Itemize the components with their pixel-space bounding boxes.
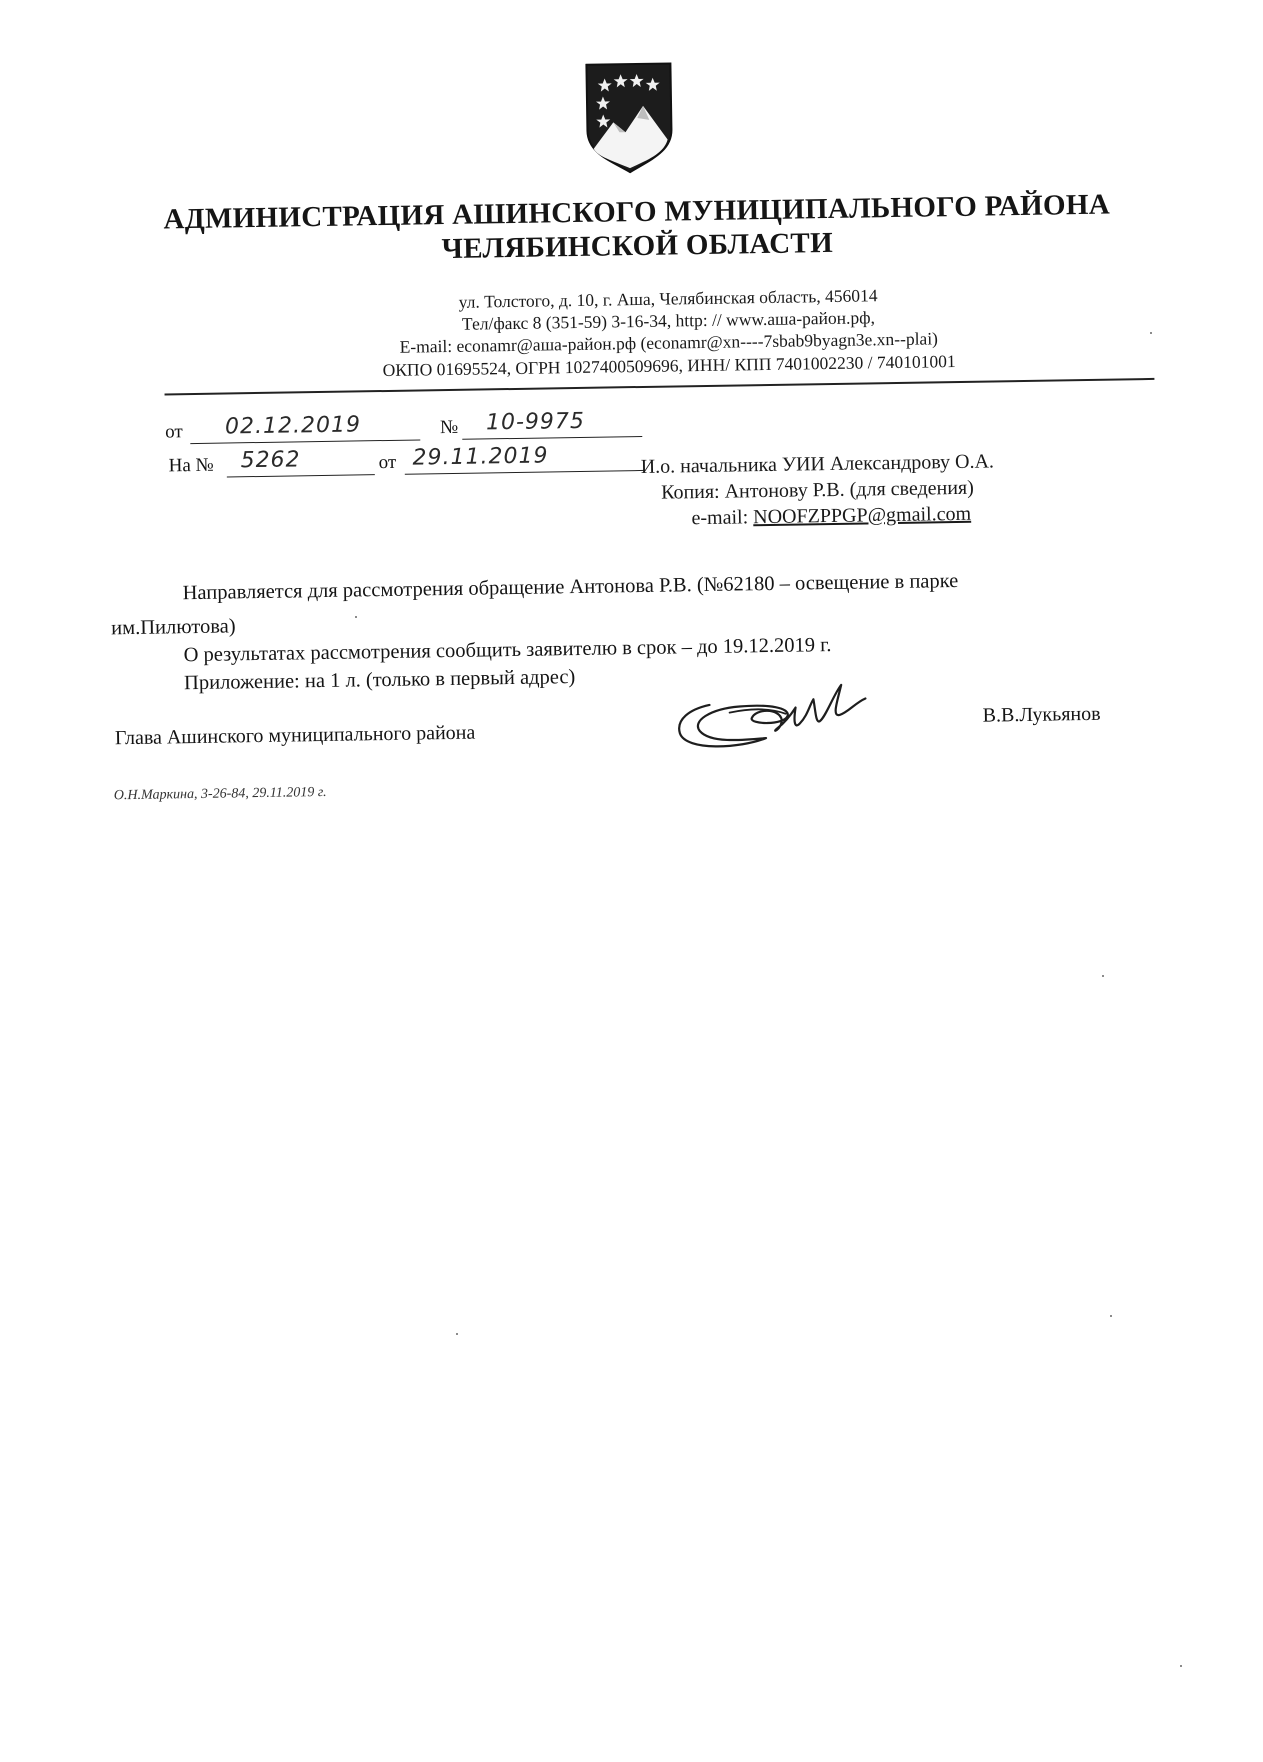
- registry-codes-line: ОКПО 01695524, ОГРН 1027400509696, ИНН/ КПП 7401002230 / 740101001: [382, 351, 956, 381]
- reply-from-label: от: [378, 451, 397, 474]
- recipient-to: И.о. начальника УИИ Александрову О.А.: [640, 450, 995, 478]
- executor-note: О.Н.Маркина, 3-26-84, 29.11.2019 г.: [113, 784, 327, 804]
- recipient-copy: Копия: Антонову Р.В. (для сведения): [660, 476, 974, 504]
- organization-name-line1: АДМИНИСТРАЦИЯ АШИНСКОГО МУНИЦИПАЛЬНОГО РАЙОНА: [163, 188, 1111, 236]
- body-line-1: Направляется для рассмотрения обращение Антонова Р.В. (№62180 – освещение в парке: [182, 570, 959, 605]
- from-label: от: [164, 421, 183, 443]
- recipient-email-link[interactable]: NOOFZPPGP@gmail.com: [753, 502, 972, 529]
- reply-number: 5262: [240, 447, 301, 474]
- scan-speck: [1110, 1315, 1112, 1317]
- organization-name-line2: ЧЕЛЯБИНСКОЙ ОБЛАСТИ: [441, 226, 834, 266]
- signatory-name: В.В.Лукьянов: [982, 702, 1101, 727]
- body-line-2: им.Пилютова): [111, 615, 236, 640]
- reply-label: На №: [168, 454, 214, 477]
- scan-speck: [1102, 975, 1104, 977]
- reply-date-underline: [405, 470, 645, 475]
- number-underline: [462, 436, 642, 440]
- district-coat-of-arms-icon: [582, 59, 676, 174]
- body-line-3: О результатах рассмотрения сообщить заявителю в срок – до 19.12.2019 г.: [183, 634, 832, 667]
- from-date-underline: [190, 439, 420, 444]
- reply-number-underline: [227, 474, 375, 477]
- number-label: №: [439, 416, 459, 439]
- scan-speck: [355, 616, 357, 618]
- recipient-email-label: e-mail:: [691, 506, 749, 530]
- recipient-email: [691, 503, 971, 530]
- scan-speck: [456, 1333, 458, 1335]
- scan-speck: [1150, 332, 1152, 334]
- body-line-4: Приложение: на 1 л. (только в первый адрес): [183, 666, 576, 695]
- address-line: ул. Толстого, д. 10, г. Аша, Челябинская область, 456014: [458, 285, 878, 312]
- registration-number: 10-9975: [485, 408, 586, 436]
- from-date: 02.12.2019: [224, 412, 362, 440]
- scan-speck: [1180, 1665, 1182, 1667]
- reply-date: 29.11.2019: [412, 443, 549, 471]
- signatory-position: Глава Ашинского муниципального района: [114, 721, 476, 750]
- email-line: E-mail: econamr@аша-район.рф (econamr@xn----7sbab9byagn3e.xn--plai): [399, 328, 939, 357]
- handwritten-signature-icon: [669, 676, 880, 755]
- phone-web-line: Тел/факс 8 (351-59) 3-16-34, http: // www.аша-район.рф,: [461, 307, 876, 334]
